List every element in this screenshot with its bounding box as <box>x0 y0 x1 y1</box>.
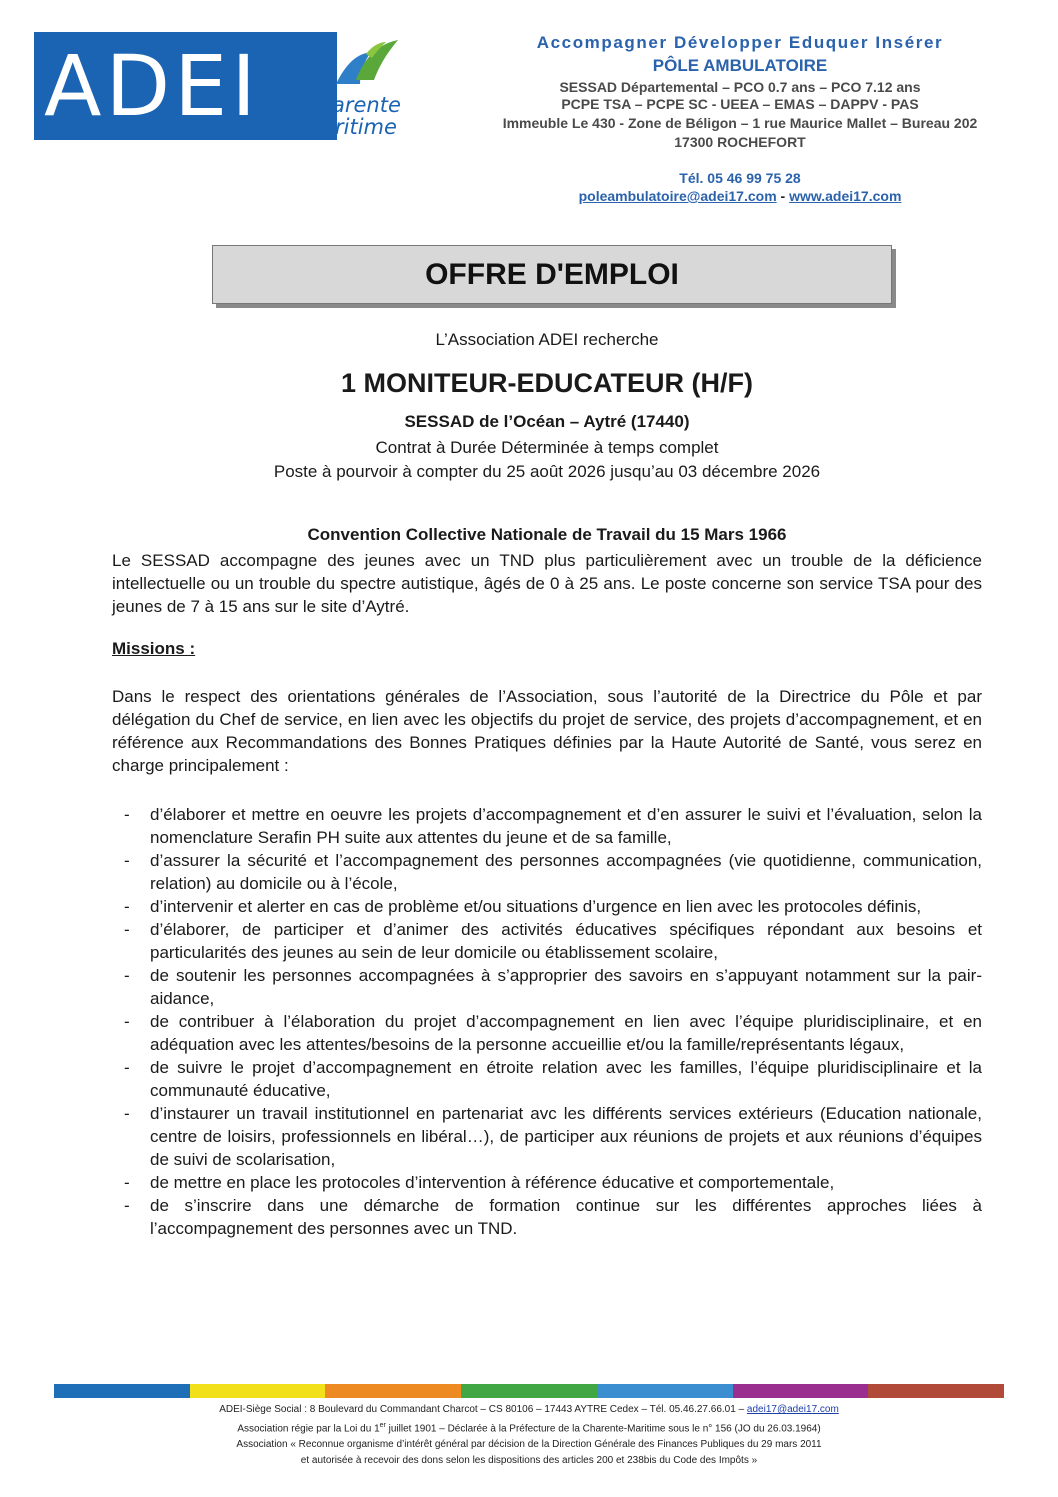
footer-color-segment <box>190 1384 326 1398</box>
logo-sub-la: la <box>306 70 327 96</box>
footer-color-segment <box>868 1384 1004 1398</box>
header-slogan: Accompagner Développer Eduquer Insérer <box>536 33 944 52</box>
link-separator: - <box>780 188 786 204</box>
footer-color-segment <box>597 1384 733 1398</box>
start-date: Poste à pourvoir à compter du 25 août 2026 jusqu’au 03 décembre 2026 <box>273 462 821 481</box>
footer-line-4: et autorisée à recevoir des dons selon les dispositions des articles 200 et 238bis du Code des Impôts » <box>300 1455 758 1467</box>
footer-color-bar <box>54 1384 1004 1398</box>
list-item: - de mettre en place les protocoles d’intervention à référence éducative et comportementale, <box>112 1171 982 1194</box>
footer-color-segment <box>733 1384 869 1398</box>
header-links <box>430 188 1050 204</box>
missions-intro: Dans le respect des orientations générales de l’Association, sous l’autorité de la Directrice du Pôle et par délégation du Chef de service, en lien avec les objectifs du projet de service, des projets d’accompagnement, et en référence aux Recommandations des Bonnes Pratiques définies par la Haute Autorité de Santé, vous serez en charge principalement : <box>112 687 982 775</box>
header-services-1: SESSAD Départemental – PCO 0.7 ans – PCO 7.12 ans <box>559 79 921 95</box>
footer-color-segment <box>325 1384 461 1398</box>
list-item: - de s’inscrire dans une démarche de formation continue sur les différentes approches liées à l’accompagnement des personnes avec un TND. <box>112 1194 982 1240</box>
logo-sub-maritime: Maritime <box>304 115 397 139</box>
footer <box>54 1402 1004 1469</box>
list-item: - de suivre le projet d’accompagnement en étroite relation avec les familles, l’équipe pluridisciplinaire et la communauté éducative, <box>112 1056 982 1102</box>
job-title: 1 MONITEUR-EDUCATEUR (H/F) <box>341 368 753 398</box>
service-location: SESSAD de l’Océan – Aytré (17440) <box>404 412 690 431</box>
footer-color-segment <box>54 1384 190 1398</box>
description-paragraph: Le SESSAD accompagne des jeunes avec un TND plus particulièrement avec un trouble de la déficience intellectuelle ou un trouble du spectre autistique, âgés de 0 à 25 ans. Le poste concerne son service TSA pour des jeunes de 7 à 15 ans sur le site d’Aytré. <box>112 551 982 616</box>
logo-name: ADEI <box>44 37 260 135</box>
adei-logo <box>34 32 337 140</box>
email-link[interactable]: poleambulatoire@adei17.com <box>578 188 777 204</box>
page-title: OFFRE D'EMPLOI <box>212 245 892 304</box>
logo-sub-charente: Charente <box>304 93 401 117</box>
footer-line-1 <box>54 1402 1004 1418</box>
list-item: - de contribuer à l’élaboration du projet d’accompagnement en lien avec l’équipe pluridisciplinaire, et en adéquation avec les attentes/besoins de la personne accueillie et/ou la famille/représentants légaux, <box>112 1010 982 1056</box>
list-item: - d’élaborer, de participer et d’animer des activités éducatives spécifiques répondant aux besoins et particularités des jeunes au sein de leur domicile ou établissement scolaire, <box>112 918 982 964</box>
list-item: - d’intervenir et alerter en cas de problème et/ou situations d’urgence en lien avec les protocoles définis, <box>112 895 982 918</box>
list-item: - de soutenir les personnes accompagnées à s’approprier des savoirs en s’appuyant notamment sur la pair-aidance, <box>112 964 982 1010</box>
header-pole: PÔLE AMBULATOIRE <box>652 56 828 75</box>
contract-type: Contrat à Durée Déterminée à temps complet <box>375 438 719 457</box>
footer-law-a: Association régie par la Loi du 1 <box>237 1423 380 1435</box>
footer-law-b: juillet 1901 – Déclarée à la Préfecture de la Charente-Maritime sous le n° 156 (JO du 26.03.1964) <box>385 1423 821 1435</box>
intro-text: L’Association ADEI recherche <box>435 330 659 349</box>
footer-email-link[interactable]: adei17@adei17.com <box>746 1404 839 1415</box>
website-link[interactable]: www.adei17.com <box>789 188 902 204</box>
missions-heading: Missions : <box>112 639 196 658</box>
footer-color-segment <box>461 1384 597 1398</box>
footer-address: ADEI-Siège Social : 8 Boulevard du Commandant Charcot – CS 80106 – 17443 AYTRE Cedex – Tél. 05.46.27.66.01 – <box>219 1404 745 1415</box>
footer-law-sup: er <box>379 1422 386 1429</box>
list-item: - d’élaborer et mettre en oeuvre les projets d’accompagnement et d’en assurer le suivi et l’évaluation, selon la nomenclature Serafin PH suite aux attentes du jeune et de sa famille, <box>112 803 982 849</box>
header-city: 17300 ROCHEFORT <box>674 134 806 150</box>
missions-list <box>112 803 982 1240</box>
header-address: Immeuble Le 430 - Zone de Béligon – 1 rue Maurice Mallet – Bureau 202 <box>502 115 978 131</box>
list-item: - d’instaurer un travail institutionnel en partenariat avc les différents services extérieurs (Education nationale, centre de loisirs, professionnels en libéral…), de participer aux réunions de projets et aux réunions d’équipes de suivi de scolarisation, <box>112 1102 982 1171</box>
header-phone: Tél. 05 46 99 75 28 <box>679 170 801 186</box>
logo-subtitle <box>304 72 401 138</box>
footer-line-3: Association « Reconnue organisme d’intérêt général par décision de la Direction Générale des Finances Publiques du 29 mars 2011 <box>236 1439 822 1451</box>
header-services-2: PCPE TSA – PCPE SC - UEEA – EMAS – DAPPV - PAS <box>561 96 919 112</box>
footer-line-2 <box>54 1418 1004 1437</box>
convention: Convention Collective Nationale de Travail du 15 Mars 1966 <box>307 525 787 544</box>
list-item: - d’assurer la sécurité et l’accompagnement des personnes accompagnées (vie quotidienne, communication, relation) au domicile ou à l’école, <box>112 849 982 895</box>
